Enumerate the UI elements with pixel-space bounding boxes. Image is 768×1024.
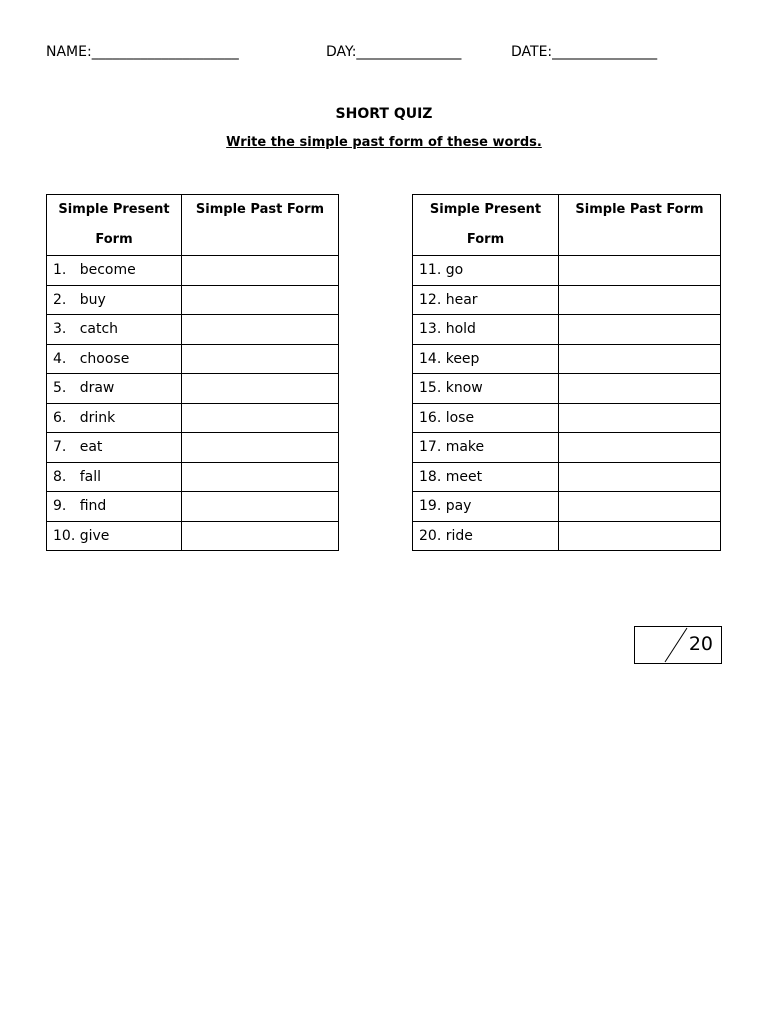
past-answer-cell[interactable]: [559, 256, 721, 286]
present-word-cell: 3. catch: [47, 315, 182, 345]
name-field[interactable]: NAME:_____________________: [46, 44, 239, 60]
past-answer-cell[interactable]: [182, 462, 339, 492]
past-answer-cell[interactable]: [182, 315, 339, 345]
present-word-cell: 8. fall: [47, 462, 182, 492]
table-row: [47, 462, 339, 492]
present-word-cell: 15. know: [413, 374, 559, 404]
present-word-cell: 10. give: [47, 521, 182, 551]
table-row: [413, 256, 721, 286]
past-answer-cell[interactable]: [559, 462, 721, 492]
past-answer-cell[interactable]: [182, 433, 339, 463]
table-row: [47, 492, 339, 522]
present-word-cell: 14. keep: [413, 344, 559, 374]
past-answer-cell[interactable]: [559, 403, 721, 433]
table-row: [413, 521, 721, 551]
table-row: [413, 315, 721, 345]
table-row: [47, 344, 339, 374]
table-row: [413, 403, 721, 433]
past-answer-cell[interactable]: [182, 403, 339, 433]
table-row: [413, 433, 721, 463]
present-word-cell: 16. lose: [413, 403, 559, 433]
present-word-cell: 4. choose: [47, 344, 182, 374]
present-word-cell: 11. go: [413, 256, 559, 286]
left-quiz-table: [46, 194, 339, 551]
table-row: [47, 521, 339, 551]
header-simple-present: Simple Present Form: [413, 195, 559, 256]
header-simple-past: Simple Past Form: [559, 195, 721, 256]
present-word-cell: 13. hold: [413, 315, 559, 345]
present-word-cell: 12. hear: [413, 285, 559, 315]
instructions: Write the simple past form of these words.: [226, 135, 542, 150]
past-answer-cell[interactable]: [182, 344, 339, 374]
past-answer-cell[interactable]: [182, 256, 339, 286]
table-row: [413, 344, 721, 374]
day-field[interactable]: DAY:_______________: [326, 44, 462, 60]
table-row: [47, 256, 339, 286]
right-quiz-table: [412, 194, 721, 551]
present-word-cell: 17. make: [413, 433, 559, 463]
past-answer-cell[interactable]: [559, 285, 721, 315]
past-answer-cell[interactable]: [559, 344, 721, 374]
table-row: [413, 285, 721, 315]
past-answer-cell[interactable]: [559, 433, 721, 463]
table-row: [47, 315, 339, 345]
past-answer-cell[interactable]: [559, 315, 721, 345]
table-row: [413, 462, 721, 492]
present-word-cell: 20. ride: [413, 521, 559, 551]
table-row: [47, 285, 339, 315]
header-simple-present: Simple Present Form: [47, 195, 182, 256]
date-field[interactable]: DATE:_______________: [511, 44, 658, 60]
present-word-cell: 5. draw: [47, 374, 182, 404]
present-word-cell: 18. meet: [413, 462, 559, 492]
present-word-cell: 19. pay: [413, 492, 559, 522]
quiz-title: SHORT QUIZ: [335, 106, 433, 122]
header-simple-past: Simple Past Form: [182, 195, 339, 256]
past-answer-cell[interactable]: [559, 492, 721, 522]
score-total: 20: [688, 633, 713, 655]
present-word-cell: 7. eat: [47, 433, 182, 463]
table-row: [413, 492, 721, 522]
present-word-cell: 9. find: [47, 492, 182, 522]
present-word-cell: 1. become: [47, 256, 182, 286]
table-row: [47, 433, 339, 463]
score-box[interactable]: [634, 626, 722, 664]
present-word-cell: 2. buy: [47, 285, 182, 315]
past-answer-cell[interactable]: [559, 521, 721, 551]
present-word-cell: 6. drink: [47, 403, 182, 433]
past-answer-cell[interactable]: [182, 285, 339, 315]
past-answer-cell[interactable]: [182, 492, 339, 522]
past-answer-cell[interactable]: [182, 374, 339, 404]
table-row: [413, 374, 721, 404]
past-answer-cell[interactable]: [182, 521, 339, 551]
table-row: [47, 403, 339, 433]
past-answer-cell[interactable]: [559, 374, 721, 404]
table-row: [47, 374, 339, 404]
